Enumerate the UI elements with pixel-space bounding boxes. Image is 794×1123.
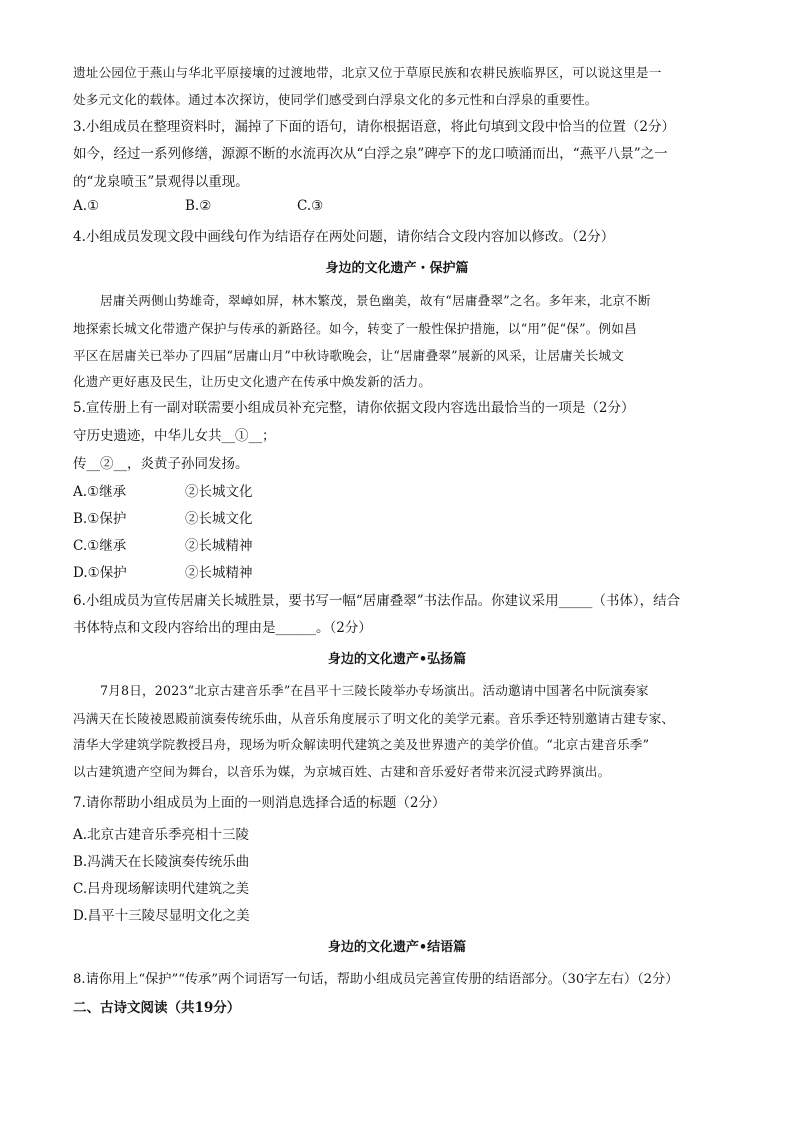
q5-option-a-part1: A.①继承: [73, 484, 127, 500]
q8-stem: 8.请你用上“保护”“传承”两个词语写一句话，帮助小组成员完善宣传册的结语部分。（30字左右）（2分）: [73, 972, 679, 987]
promote-line-2: 冯满天在长陵祾恩殿前演奏传统乐曲，从音乐角度展示了明文化的美学元素。音乐季还特别邀请古建专家、: [73, 711, 675, 726]
promote-section-title: 身边的文化遗产•弘扬篇: [327, 652, 467, 667]
q6-line-2: 书体特点和文段内容给出的理由是______。（2分）: [73, 620, 372, 636]
q5-stem: 5.宣传册上有一副对联需要小组成员补充完整，请你依据文段内容选出最恰当的一项是（2分）: [73, 400, 635, 416]
q3-sentence-line-1: 如今，经过一系列修缮，源源不断的水流再次从“白浮之泉”碑亭下的龙口喷涌而出，“燕平八景”之一: [73, 146, 668, 162]
q7-option-b: B.冯满天在长陵演奏传统乐曲: [73, 854, 250, 870]
q5-couplet-line-2: 传__②__，炎黄子孙同发扬。: [73, 456, 249, 472]
protect-section-title: 身边的文化遗产・保护篇: [325, 261, 469, 276]
q3-sentence-line-2: 的“龙泉喷玉”景观得以重现。: [73, 174, 249, 190]
q7-stem: 7.请你帮助小组成员为上面的一则消息选择合适的标题（2分）: [73, 795, 446, 811]
q7-option-c: C.吕舟现场解读明代建筑之美: [73, 881, 250, 897]
q5-option-b-part1: B.①保护: [73, 511, 127, 527]
q5-option-b-part2: ②长城文化: [185, 511, 253, 527]
promote-line-3: 清华大学建筑学院教授吕舟，现场为听众解读明代建筑之美及世界遗产的美学价值。“北京古建音乐季”: [73, 737, 650, 752]
q3-option-b: B.②: [185, 198, 212, 214]
promote-line-1: 7月8日，2023“北京古建音乐季”在昌平十三陵长陵举办专场演出。活动邀请中国著名中阮演奏家: [100, 683, 649, 698]
q5-option-c-part1: C.①继承: [73, 538, 127, 554]
q5-option-c-part2: ②长城精神: [185, 538, 253, 554]
protect-line-3: 平区在居庸关已举办了四届“居庸山月”中秋诗歌晚会，让“居庸叠翠”展新的风采，让居庸关长城文: [73, 348, 625, 363]
q7-option-d: D.昌平十三陵尽显明文化之美: [73, 908, 250, 924]
section-2-heading: 二、古诗文阅读（共19分）: [73, 1000, 241, 1016]
q3-stem: 3.小组成员在整理资料时，漏掉了下面的语句，请你根据语意，将此句填到文段中恰当的位置（2分）: [73, 119, 675, 135]
conclusion-section-title: 身边的文化遗产•结语篇: [327, 940, 467, 955]
q5-option-a-part2: ②长城文化: [185, 484, 253, 500]
q6-line-1: 6.小组成员为宣传居庸关长城胜景，要书写一幅“居庸叠翠”书法作品。你建议采用_____（书体），结合: [73, 593, 681, 609]
q5-option-d-part1: D.①保护: [73, 565, 127, 581]
protect-line-2: 地探索长城文化带遗产保护与传承的新路径。如今，转变了一般性保护措施，以“用”促“保”。例如昌: [73, 321, 637, 336]
protect-line-4: 化遗产更好惠及民生，让历史文化遗产在传承中焕发新的活力。: [73, 374, 432, 389]
intro-line-2: 处多元文化的载体。通过本次探访，使同学们感受到白浮泉文化的多元性和白浮泉的重要性。: [73, 92, 598, 107]
q4-stem: 4.小组成员发现文段中画线句作为结语存在两处问题，请你结合文段内容加以修改。（2分）: [73, 229, 615, 245]
promote-line-4: 以古建筑遗产空间为舞台，以音乐为媒，为京城百姓、古建和音乐爱好者带来沉浸式跨界演出。: [73, 764, 611, 779]
q3-option-a: A.①: [73, 198, 100, 214]
q5-couplet-line-1: 守历史遗迹，中华儿女共__①__；: [73, 428, 276, 444]
q5-option-d-part2: ②长城精神: [185, 565, 253, 581]
q7-option-a: A.北京古建音乐季亮相十三陵: [73, 827, 250, 843]
protect-line-1: 居庸关两侧山势雄奇，翠嶂如屏，林木繁茂，景色幽美，故有“居庸叠翠”之名。多年来，北京不断: [100, 293, 651, 308]
intro-line-1: 遗址公园位于燕山与华北平原接壤的过渡地带，北京又位于草原民族和农耕民族临界区，可以说这里是一: [73, 65, 662, 80]
q3-option-c: C.③: [297, 198, 324, 214]
